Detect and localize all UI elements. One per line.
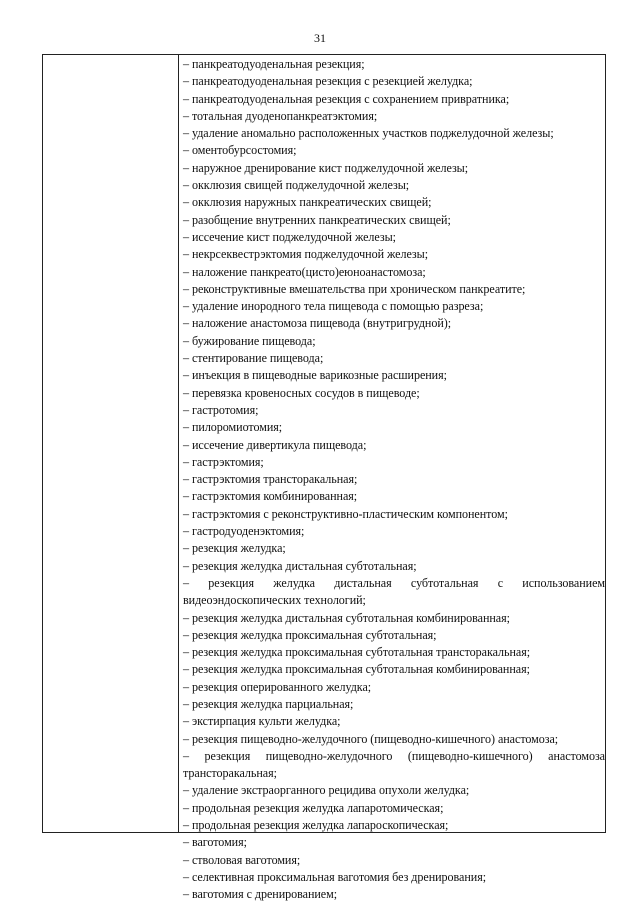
list-item: – бужирование пищевода; <box>183 333 316 348</box>
list-item: – оментобурсостомия; <box>183 143 297 158</box>
list-item: – резекция желудка парциальная; <box>183 696 354 711</box>
list-item: – резекция пищеводно-желудочного (пищеводно-кишечного) анастомоза; <box>183 731 559 746</box>
list-item: – гастрэктомия с реконструктивно-пластическим компонентом; <box>183 506 508 521</box>
list-item: – удаление инородного тела пищевода с помощью разреза; <box>183 299 484 314</box>
list-item: – иссечение дивертикула пищевода; <box>183 437 367 452</box>
list-item: – некрсеквестрэктомия поджелудочной железы; <box>183 247 429 262</box>
list-item: – гастрэктомия; <box>183 454 264 469</box>
list-item: – резекция желудка; <box>183 541 286 556</box>
table-left-column <box>43 55 179 832</box>
list-item: – гастротомия; <box>183 402 259 417</box>
list-item: – инъекция в пищеводные варикозные расширения; <box>183 368 447 383</box>
list-item: – резекция оперированного желудка; <box>183 679 372 694</box>
list-item: – наружное дренирование кист поджелудочной железы; <box>183 160 469 175</box>
list-item: – панкреатодуоденальная резекция; <box>183 57 365 71</box>
procedure-list <box>183 56 605 904</box>
list-item: – панкреатодуоденальная резекция с сохранением привратника; <box>183 91 510 106</box>
list-item: – панкреатодуоденальная резекция с резекцией желудка; <box>183 74 473 89</box>
list-item: – резекция пищеводно-желудочного (пищеводно-кишечного) анастомоза <box>183 748 605 763</box>
list-item: – резекция желудка дистальная субтотальная комбинированная; <box>183 610 510 625</box>
list-item: – гастродуоденэктомия; <box>183 524 305 539</box>
list-item: – резекция желудка проксимальная субтотальная трансторакальная; <box>183 645 531 660</box>
list-item: – резекция желудка проксимальная субтотальная комбинированная; <box>183 662 530 677</box>
list-item: – перевязка кровеносных сосудов в пищеводе; <box>183 385 420 400</box>
list-item: – стволовая ваготомия; <box>183 852 301 867</box>
list-item: – резекция желудка дистальная субтотальная с использованием <box>183 575 605 590</box>
list-item: – наложение панкреато(цисто)еюноанастомоза; <box>183 264 426 279</box>
list-item: – продольная резекция желудка лапаротомическая; <box>183 800 444 815</box>
list-item: – пилоромиотомия; <box>183 420 283 435</box>
list-item: – экстирпация культи желудка; <box>183 714 341 729</box>
list-item: трансторакальная; <box>183 766 277 781</box>
list-item: – наложение анастомоза пищевода (внутригрудной); <box>183 316 452 331</box>
list-item: – разобщение внутренних панкреатических свищей; <box>183 212 451 227</box>
list-item: видеоэндоскопических технологий; <box>183 593 366 608</box>
list-item: – ваготомия; <box>183 835 247 850</box>
list-item: – тотальная дуоденопанкреатэктомия; <box>183 108 378 123</box>
list-item: – стентирование пищевода; <box>183 351 324 366</box>
list-item: – резекция желудка дистальная субтотальная; <box>183 558 417 573</box>
list-item: – окклюзия свищей поджелудочной железы; <box>183 178 410 193</box>
list-item: – реконструктивные вмешательства при хроническом панкреатите; <box>183 281 526 296</box>
list-item: – удаление аномально расположенных участков поджелудочной железы; <box>183 126 554 141</box>
list-item: – окклюзия наружных панкреатических свищей; <box>183 195 432 210</box>
list-item: – иссечение кист поджелудочной железы; <box>183 229 396 244</box>
list-item: – удаление экстраорганного рецидива опухоли желудка; <box>183 783 470 798</box>
procedures-table <box>42 54 606 902</box>
page-number: 31 <box>314 31 326 45</box>
list-item: – продольная резекция желудка лапароскопическая; <box>183 818 449 833</box>
list-item: – ваготомия с дренированием; <box>183 887 338 902</box>
list-item: – гастрэктомия комбинированная; <box>183 489 358 504</box>
table-right-column <box>179 55 605 902</box>
list-item: – селективная проксимальная ваготомия без дренирования; <box>183 869 487 884</box>
list-item: – резекция желудка проксимальная субтотальная; <box>183 627 437 642</box>
list-item: – гастрэктомия трансторакальная; <box>183 472 358 487</box>
